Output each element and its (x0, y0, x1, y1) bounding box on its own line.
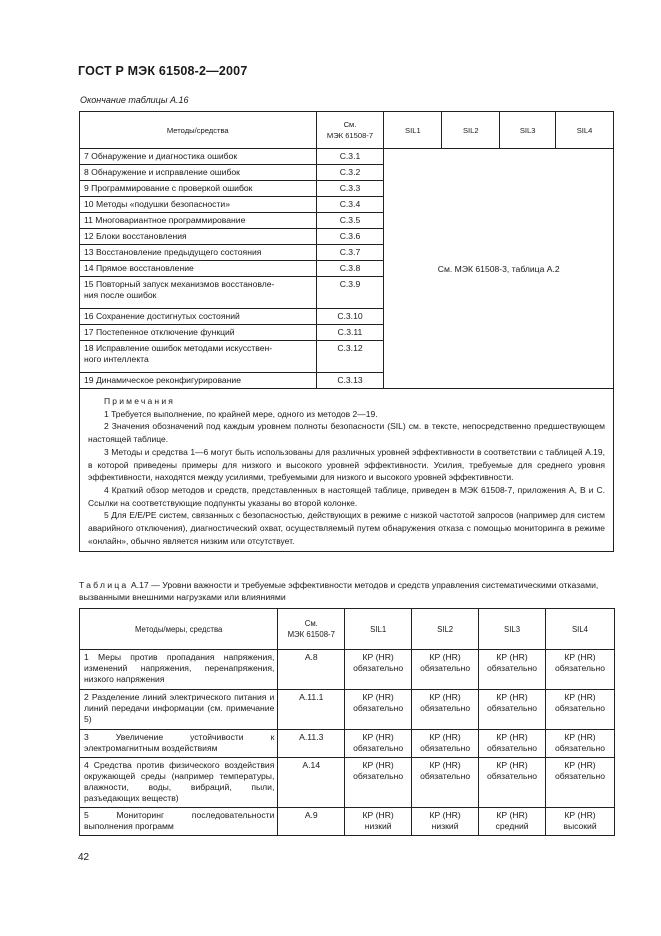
col-see-ref: См. МЭК 61508-7 (316, 112, 384, 149)
ref-cell: А.8 (278, 650, 345, 690)
col-sil4: SIL4 (546, 609, 615, 650)
ref-cell: С.3.10 (316, 309, 384, 325)
ref-cell: С.3.13 (316, 373, 384, 389)
col-sil1: SIL1 (384, 112, 442, 149)
col-methods: Методы/средства (80, 112, 317, 149)
table-row (80, 758, 615, 808)
method-cell: 10 Методы «подушки безопасности» (80, 197, 317, 213)
method-cell: 9 Программирование с проверкой ошибок (80, 181, 317, 197)
table-a16 (79, 111, 614, 552)
table-row (80, 690, 615, 730)
col-sil3: SIL3 (500, 112, 556, 149)
col-see-ref: См. МЭК 61508-7 (278, 609, 345, 650)
sil1-cell: КР (HR) обязательно (345, 690, 412, 730)
page-number: 42 (78, 852, 90, 863)
ref-cell: С.3.11 (316, 325, 384, 341)
table-notes (80, 389, 614, 552)
ref-cell: А.14 (278, 758, 345, 808)
sil3-cell: КР (HR) обязательно (479, 730, 546, 758)
table-row (80, 149, 614, 165)
sil3-cell: КР (HR) средний (479, 808, 546, 836)
ref-cell: С.3.8 (316, 261, 384, 277)
method-cell: 19 Динамическое реконфигурирование (80, 373, 317, 389)
sil3-cell: КР (HR) обязательно (479, 650, 546, 690)
ref-cell: С.3.12 (316, 341, 384, 373)
col-sil1: SIL1 (345, 609, 412, 650)
notes-row (80, 389, 614, 552)
method-cell: 7 Обнаружение и диагностика ошибок (80, 149, 317, 165)
sil4-cell: КР (HR) обязательно (546, 650, 615, 690)
sil1-cell: КР (HR) низкий (345, 808, 412, 836)
col-sil2: SIL2 (412, 609, 479, 650)
sil1-cell: КР (HR) обязательно (345, 730, 412, 758)
ref-cell: С.3.3 (316, 181, 384, 197)
method-cell: 11 Многовариантное программирование (80, 213, 317, 229)
table-header-row (80, 609, 615, 650)
method-cell: 1 Меры против пропадания напряжения, изменений напряжения, перенапряжения, низкого напряжения (80, 650, 278, 690)
merged-see-cell: См. МЭК 61508-3, таблица А.2 (384, 149, 614, 389)
ref-cell: А.11.1 (278, 690, 345, 730)
ref-cell: А.9 (278, 808, 345, 836)
sil3-cell: КР (HR) обязательно (479, 690, 546, 730)
ref-cell: С.3.7 (316, 245, 384, 261)
method-cell: 17 Постепенное отключение функций (80, 325, 317, 341)
method-cell: 14 Прямое восстановление (80, 261, 317, 277)
method-cell: 2 Разделение линий электрического питания и линий передачи информации (см. примечание 5) (80, 690, 278, 730)
col-sil3: SIL3 (479, 609, 546, 650)
notes-title: Примечания (104, 396, 176, 406)
sil2-cell: КР (HR) обязательно (412, 730, 479, 758)
table-row (80, 650, 615, 690)
method-cell: 4 Средства против физического воздействия окружающей среды (например температуры, влажности, воды, вибраций, пыли, разъедающих веществ) (80, 758, 278, 808)
col-sil2: SIL2 (442, 112, 500, 149)
note-5: 5 Для Е/Е/РЕ систем, связанных с безопасностью, действующих в режиме с низкой частотой запросов (например для систем аварийного отключения), диагностический охват, осуществляемый путем обнаружения отказа с помощью мониторинга в режиме «онлайн», обычно является низким или отсутствует. (88, 510, 605, 546)
document-header: ГОСТ Р МЭК 61508-2—2007 (78, 64, 248, 78)
ref-cell: А.11.3 (278, 730, 345, 758)
note-3: 3 Методы и средства 1—6 могут быть использованы для различных уровней эффективности в соответствии с таблицей А.19, в которой приведены примеры для низкого и высокого уровней эффективности. Усилия, требуемые для среднего уровня эффективности, находятся между усилиями, требуемыми для низкого и высокого уровней эффективности. (88, 446, 605, 483)
method-cell: 12 Блоки восстановления (80, 229, 317, 245)
sil4-cell: КР (HR) обязательно (546, 690, 615, 730)
method-cell: 3 Увеличение устойчивости к электромагнитным воздействиям (80, 730, 278, 758)
caption-text: А.17 — Уровни важности и требуемые эффективности методов и средств управления систематическими отказами, вызванными внешними нагрузками или влияниями (79, 580, 599, 602)
ref-cell: С.3.4 (316, 197, 384, 213)
col-methods: Методы/меры, средства (80, 609, 278, 650)
method-cell: 15 Повторный запуск механизмов восстановле- ния после ошибок (80, 277, 317, 309)
sil1-cell: КР (HR) обязательно (345, 650, 412, 690)
col-sil4: SIL4 (556, 112, 614, 149)
note-4: 4 Краткий обзор методов и средств, представленных в настоящей таблице, приведен в МЭК 61508-7, приложения А, В и С. Ссылки на соответствующие подпункты указаны во второй колонке. (88, 484, 605, 508)
note-2: 2 Значения обозначений под каждым уровнем полноты безопасности (SIL) см. в тексте, непосредственно предшествующем настоящей таблице. (88, 421, 605, 445)
method-cell: 13 Восстановление предыдущего состояния (80, 245, 317, 261)
sil2-cell: КР (HR) низкий (412, 808, 479, 836)
table-a16-caption: Окончание таблицы А.16 (80, 95, 189, 105)
ref-cell: С.3.9 (316, 277, 384, 309)
method-cell: 5 Мониторинг последовательности выполнения программ (80, 808, 278, 836)
ref-cell: С.3.5 (316, 213, 384, 229)
sil2-cell: КР (HR) обязательно (412, 758, 479, 808)
table-row (80, 808, 615, 836)
sil2-cell: КР (HR) обязательно (412, 650, 479, 690)
method-cell: 18 Исправление ошибок методами искусствен- ного интеллекта (80, 341, 317, 373)
sil1-cell: КР (HR) обязательно (345, 758, 412, 808)
method-cell: 8 Обнаружение и исправление ошибок (80, 165, 317, 181)
table-a17 (79, 608, 615, 836)
sil3-cell: КР (HR) обязательно (479, 758, 546, 808)
ref-cell: С.3.6 (316, 229, 384, 245)
sil4-cell: КР (HR) обязательно (546, 758, 615, 808)
ref-cell: С.3.1 (316, 149, 384, 165)
sil4-cell: КР (HR) высокий (546, 808, 615, 836)
caption-prefix: Таблица (79, 580, 129, 590)
note-1: 1 Требуется выполнение, по крайней мере, одного из методов 2—19. (104, 408, 378, 419)
ref-cell: С.3.2 (316, 165, 384, 181)
table-header-row (80, 112, 614, 149)
table-a17-caption (79, 580, 617, 603)
method-cell: 16 Сохранение достигнутых состояний (80, 309, 317, 325)
sil4-cell: КР (HR) обязательно (546, 730, 615, 758)
table-row (80, 730, 615, 758)
sil2-cell: КР (HR) обязательно (412, 690, 479, 730)
